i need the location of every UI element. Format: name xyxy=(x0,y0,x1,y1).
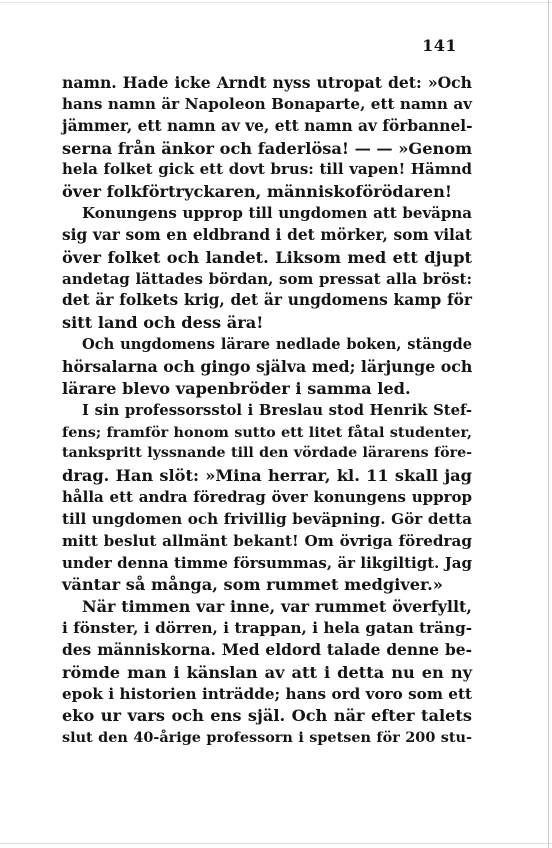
text-line: hela folket gick ett dovt brus: till vapen! Hämnd xyxy=(62,160,472,179)
text-line: hans namn är Napoleon Bonaparte, ett namn av xyxy=(62,94,472,113)
text-line: jämmer, ett namn av ve, ett namn av förbannel- xyxy=(62,116,473,135)
text-line: römde man i känslan av att i detta nu en ny xyxy=(62,662,472,682)
page-top-edge xyxy=(0,2,552,3)
text-line: När timmen var inne, var rummet överfyllt, xyxy=(82,597,472,617)
text-line: över folket och landet. Liksom med ett djupt xyxy=(62,247,472,267)
text-line: sitt land och dess ära! xyxy=(62,313,264,333)
page-right-edge xyxy=(548,0,549,848)
text-line: sig var som en eldbrand i det mörker, som vilat xyxy=(62,225,472,244)
text-line: namn. Hade icke Arndt nyss utropat det: »Och xyxy=(62,73,472,92)
text-line: eko ur vars och ens själ. Och när efter talets xyxy=(62,706,472,726)
text-line: tankspritt lyssnande till den vördade lärarens före- xyxy=(62,445,472,462)
text-line: under denna timme försummas, är likgiltigt. Jag xyxy=(62,553,472,572)
text-line: epok i historien inträdde; hans ord voro som ett xyxy=(62,684,472,703)
text-line: Och ungdomens lärare nedlade boken, stängde xyxy=(82,336,472,354)
text-line: fens; framför honom sutto ett litet fåtal studenter, xyxy=(62,423,472,441)
text-line: hålla ett andra föredrag över konungens upprop xyxy=(62,488,472,507)
text-line: det är folkets krig, det är ungdomens kamp för xyxy=(62,291,472,310)
text-line: till ungdomen och frivillig beväpning. Gör detta xyxy=(62,509,472,528)
text-line: andetag lättades bördan, som pressat alla bröst: xyxy=(62,269,472,288)
text-line: drag. Han slöt: »Mina herrar, kl. 11 skall jag xyxy=(62,466,472,486)
text-line: mitt beslut allmänt bekant! Om övriga föredrag xyxy=(62,531,472,550)
text-line: serna från änkor och faderlösa! — — »Genom xyxy=(62,138,473,158)
body-text xyxy=(62,72,472,749)
page-bottom-edge xyxy=(0,843,552,844)
text-line: des människorna. Med eldord talade denne be- xyxy=(62,640,472,659)
text-line: slut den 40-årige professorn i spetsen för 200 stu- xyxy=(62,729,472,747)
text-line: i fönster, i dörren, i trappan, i hela gatan träng- xyxy=(62,619,472,638)
text-line: hörsalarna och gingo själva med; lärjunge och xyxy=(62,356,473,376)
text-line: över folkförtryckaren, människoförödaren! xyxy=(62,182,452,202)
text-line: lärare blevo vapenbröder i samma led. xyxy=(62,378,411,398)
text-line: Konungens upprop till ungdomen att beväpna xyxy=(82,204,472,223)
page-number: 141 xyxy=(422,36,457,55)
text-line: väntar så många, som rummet medgiver.» xyxy=(62,575,443,595)
text-line: I sin professorsstol i Breslau stod Henrik Stef- xyxy=(82,401,472,419)
